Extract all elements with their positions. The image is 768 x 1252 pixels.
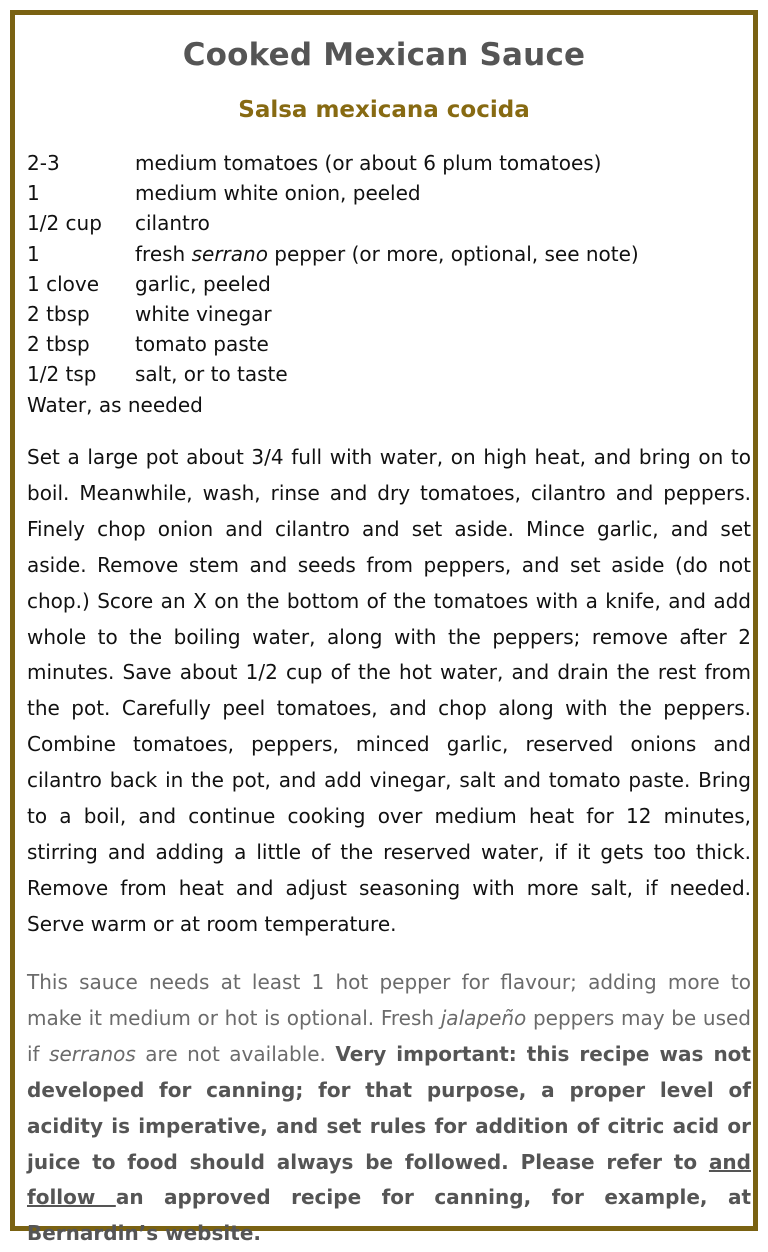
note-italic: serranos [49, 1041, 136, 1066]
ingredient-row [27, 148, 747, 178]
ingredient-row [27, 208, 747, 238]
recipe-card [10, 10, 758, 1246]
ingredient-text [135, 239, 639, 269]
ingredient-qty: 2-3 [27, 151, 60, 175]
ingredient-qty: 1 [27, 181, 40, 206]
ingredient-qty: 1 clove [27, 271, 100, 296]
ingredient-text-b: pepper (or more, optional, see note) [267, 241, 639, 266]
note-warning: Very important: this recipe was not developed for canning; for that purpose, a proper level of acidity is imperative, and set rules for addition of citric acid or juice to food should always be followed. Please refer to [27, 1041, 751, 1174]
note-paragraph [27, 965, 751, 1252]
method-paragraph: Set a large pot about 3/4 full with water, on high heat, and bring on to boil. Meanwhile, wash, rinse and dry tomatoes, cilantro and peppers. Finely chop onion and cilantro and set aside. Mince garlic, and set aside. Remove stem and seeds from peppers, and set aside (do not chop.) Score an X on the bottom of the tomatoes with a knife, and add whole to the boiling water, along with the peppers; remove after 2 minutes. Save about 1/2 cup of the hot water, and drain the rest from the pot. Carefully peel tomatoes, and chop along with the peppers. Combine tomatoes, peppers, minced garlic, reserved onions and cilantro back in the pot, and add vinegar, salt and tomato paste. Bring to a boil, and continue cooking over medium heat for 12 minutes, stirring and adding a little of the reserved water, if it gets too thick. Remove from heat and adjust seasoning with more salt, if needed. Serve warm or at room temperature. [27, 445, 751, 936]
recipe-title: Cooked Mexican Sauce [182, 37, 586, 73]
ingredient-row [27, 329, 747, 359]
note-text: peppers may be used if [27, 1005, 752, 1066]
note-underline: and follow [27, 1149, 751, 1210]
ingredient-text-a: fresh [135, 241, 192, 266]
ingredient-row [27, 178, 747, 208]
ingredient-text: salt, or to taste [135, 362, 288, 387]
note-text: are not available. [135, 1041, 336, 1066]
note-text: This sauce needs at least 1 hot pepper for flavour; adding more to make it medium or hot is optional. Fresh [27, 970, 751, 1030]
ingredient-text: cilantro [135, 211, 210, 236]
ingredient-row [27, 359, 747, 389]
ingredient-row [27, 239, 747, 269]
ingredient-text-italic: serrano [191, 241, 268, 266]
note-italic: jalapeño [440, 1005, 527, 1030]
ingredient-text: medium white onion, peeled [135, 181, 421, 206]
ingredient-qty: 1/2 cup [27, 211, 102, 236]
ingredient-text: Water, as needed [27, 392, 203, 417]
ingredient-text: garlic, peeled [135, 271, 271, 296]
ingredient-qty: 1/2 tsp [27, 362, 97, 387]
ingredient-qty: 2 tbsp [27, 302, 90, 327]
ingredient-qty: 2 tbsp [27, 332, 90, 357]
ingredient-text: white vinegar [135, 302, 272, 327]
ingredient-qty: 1 [27, 241, 40, 266]
ingredient-list [27, 148, 747, 420]
ingredient-row [27, 269, 747, 299]
ingredient-text: medium tomatoes (or about 6 plum tomatoes) [135, 151, 602, 175]
ingredient-row [27, 390, 747, 420]
ingredient-text: tomato paste [135, 332, 269, 357]
recipe-subtitle: Salsa mexicana cocida [238, 97, 530, 123]
note-warning: an approved recipe for canning, for example, at Bernardin’s website. [27, 1185, 751, 1246]
ingredient-row [27, 299, 747, 329]
